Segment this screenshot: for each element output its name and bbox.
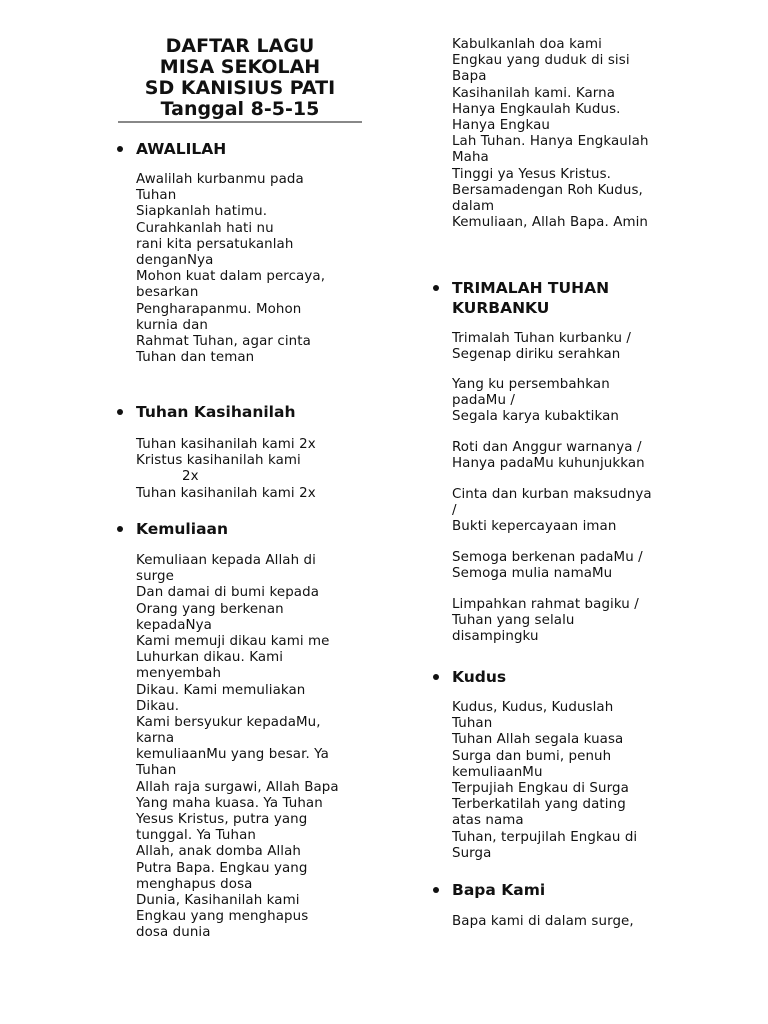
lyric-line: Segala karya kubaktikan	[452, 409, 620, 425]
lyrics-stanza	[452, 550, 643, 582]
lyric-line: denganNya	[136, 252, 214, 268]
lyric-line: Terberkatilah yang dating	[452, 797, 626, 813]
song-heading	[136, 519, 228, 539]
lyric-line: Engkau yang duduk di sisi	[452, 53, 630, 69]
lyric-line: Kemuliaan, Allah Bapa. Amin	[452, 215, 649, 231]
lyric-line: Kabulkanlah doa kami	[452, 37, 602, 52]
lyric-line: kepadaNya	[136, 617, 212, 633]
title-line: DAFTAR LAGU	[165, 35, 315, 57]
title-line: Tanggal 8-5-15	[160, 98, 320, 120]
lyric-line: Dikau. Kami memuliakan	[136, 682, 306, 698]
lyric-line: kurnia dan	[136, 317, 208, 333]
bullet-icon	[117, 146, 123, 152]
lyric-line: Tuhan	[136, 763, 177, 779]
lyric-line: Siapkanlah hatimu.	[136, 204, 268, 220]
lyrics-stanza	[136, 172, 325, 366]
song-heading-line: Tuhan Kasihanilah	[136, 403, 296, 421]
document-title	[118, 36, 362, 120]
song-heading	[136, 402, 296, 422]
lyric-line: Awalilah kurbanmu pada	[136, 172, 304, 187]
bullet-icon	[433, 674, 439, 680]
lyrics-stanza	[452, 914, 634, 930]
lyric-line: Dikau.	[136, 698, 180, 714]
lyric-line: menyembah	[136, 666, 222, 682]
lyrics-stanza	[452, 440, 645, 472]
lyric-line: Kemuliaan kepada Allah di	[136, 553, 316, 568]
lyric-line: besarkan	[136, 285, 199, 301]
lyric-line: 2x	[182, 469, 199, 485]
lyric-line: Tinggi ya Yesus Kristus.	[452, 166, 612, 182]
lyric-line: Kami memuji dikau kami me	[136, 633, 330, 649]
lyric-line: Pengharapanmu. Mohon	[136, 301, 302, 317]
song-heading-line: AWALILAH	[136, 140, 227, 158]
lyric-line: Allah raja surgawi, Allah Bapa	[136, 779, 339, 795]
bullet-icon	[117, 409, 123, 415]
lyric-line: Tuhan yang selalu	[452, 613, 575, 629]
lyric-line: kemuliaanMu yang besar. Ya	[136, 747, 329, 763]
lyrics-stanza	[452, 331, 631, 363]
lyric-line: atas nama	[452, 813, 524, 829]
lyric-line: Dan damai di bumi kepada	[136, 585, 320, 601]
lyric-line: tunggal. Ya Tuhan	[136, 828, 256, 844]
song-heading-line: Kemuliaan	[136, 520, 229, 538]
lyric-line: Hanya Engkaulah Kudus.	[452, 101, 621, 117]
lyric-line: Luhurkan dikau. Kami	[136, 650, 284, 666]
bullet-icon	[117, 526, 123, 532]
lyric-line: menghapus dosa	[136, 876, 253, 892]
lyric-line: kemuliaanMu	[452, 764, 543, 780]
lyrics-stanza	[452, 377, 619, 426]
lyric-line: Kami bersyukur kepadaMu,	[136, 714, 321, 730]
lyric-line: Kristus kasihanilah kami	[136, 453, 301, 469]
lyric-line: Mohon kuat dalam percaya,	[136, 269, 326, 285]
lyric-line: Orang yang berkenan	[136, 601, 284, 617]
lyric-line: Curahkanlah hati nu	[136, 220, 274, 236]
lyric-line: Kudus, Kudus, Kuduslah	[452, 700, 614, 715]
lyric-line: Terpujiah Engkau di Surga	[452, 780, 629, 796]
lyrics-stanza	[452, 487, 652, 536]
song-heading	[452, 278, 609, 318]
lyric-line: Kasihanilah kami. Karna	[452, 85, 616, 101]
lyric-line: Roti dan Anggur warnanya /	[452, 440, 642, 455]
song-heading-line: Bapa Kami	[452, 881, 546, 899]
lyric-line: Lah Tuhan. Hanya Engkaulah	[452, 134, 649, 150]
lyric-line: Putra Bapa. Engkau yang	[136, 860, 308, 876]
song-heading	[452, 880, 545, 900]
lyric-line: Segenap diriku serahkan	[452, 347, 621, 363]
title-line: MISA SEKOLAH	[159, 56, 321, 78]
lyrics-stanza	[452, 700, 637, 862]
lyric-line: Engkau yang menghapus	[136, 909, 309, 925]
lyrics-stanza	[136, 553, 339, 942]
lyric-line: Hanya Engkau	[452, 117, 551, 133]
lyric-line: Semoga berkenan padaMu /	[452, 550, 643, 565]
lyric-line: Surga	[452, 845, 492, 861]
song-heading-line: Kudus	[452, 668, 507, 686]
lyric-line: Dunia, Kasihanilah kami	[136, 892, 300, 908]
song-heading	[136, 139, 226, 159]
lyric-line: Tuhan, terpujilah Engkau di	[452, 829, 638, 845]
lyric-line: rani kita persatukanlah	[136, 236, 294, 252]
song-heading-line: KURBANKU	[452, 299, 550, 317]
lyric-line: Bapa kami di dalam surge,	[452, 914, 634, 929]
lyric-line: Tuhan dan teman	[136, 350, 255, 366]
lyric-line: Yang maha kuasa. Ya Tuhan	[136, 795, 323, 811]
title-line: SD KANISIUS PATI	[144, 77, 336, 99]
lyric-line: padaMu /	[452, 393, 516, 409]
lyric-line: karna	[136, 731, 175, 747]
title-divider	[118, 121, 362, 123]
lyric-line: Bukti kepercayaan iman	[452, 519, 617, 535]
bullet-icon	[433, 887, 439, 893]
lyric-line: Yesus Kristus, putra yang	[136, 812, 308, 827]
lyric-line: Cinta dan kurban maksudnya	[452, 487, 652, 502]
lyric-line: /	[452, 503, 457, 519]
lyric-line: Tuhan kasihanilah kami 2x	[136, 485, 316, 501]
lyric-line: Rahmat Tuhan, agar cinta	[136, 333, 311, 349]
bullet-icon	[433, 285, 439, 291]
lyric-line: dalam	[452, 198, 495, 214]
lyric-line: Hanya padaMu kuhunjukkan	[452, 456, 645, 472]
lyric-line: Tuhan kasihanilah kami 2x	[136, 437, 316, 452]
lyric-line: Tuhan	[136, 188, 177, 204]
lyric-line: Tuhan Allah segala kuasa	[452, 732, 624, 748]
lyric-line: Bersamadengan Roh Kudus,	[452, 182, 643, 198]
song-heading	[452, 667, 506, 687]
lyric-line: Yang ku persembahkan	[452, 377, 610, 392]
lyrics-stanza	[452, 597, 639, 646]
lyric-line: Tuhan	[452, 716, 493, 732]
lyric-line: Bapa	[452, 69, 487, 85]
lyric-line: Allah, anak domba Allah	[136, 844, 302, 860]
lyrics-stanza	[452, 37, 649, 231]
lyric-line: dosa dunia	[136, 925, 211, 941]
lyric-line: Surga dan bumi, penuh	[452, 748, 612, 764]
lyric-line: Trimalah Tuhan kurbanku /	[452, 331, 632, 346]
song-heading-line: TRIMALAH TUHAN	[452, 279, 610, 297]
lyrics-stanza	[136, 437, 316, 502]
lyric-line: disampingku	[452, 629, 539, 645]
lyric-line: surge	[136, 569, 174, 585]
lyric-line: Maha	[452, 150, 489, 166]
lyric-line: Limpahkan rahmat bagiku /	[452, 597, 639, 612]
lyric-line: Semoga mulia namaMu	[452, 566, 613, 582]
